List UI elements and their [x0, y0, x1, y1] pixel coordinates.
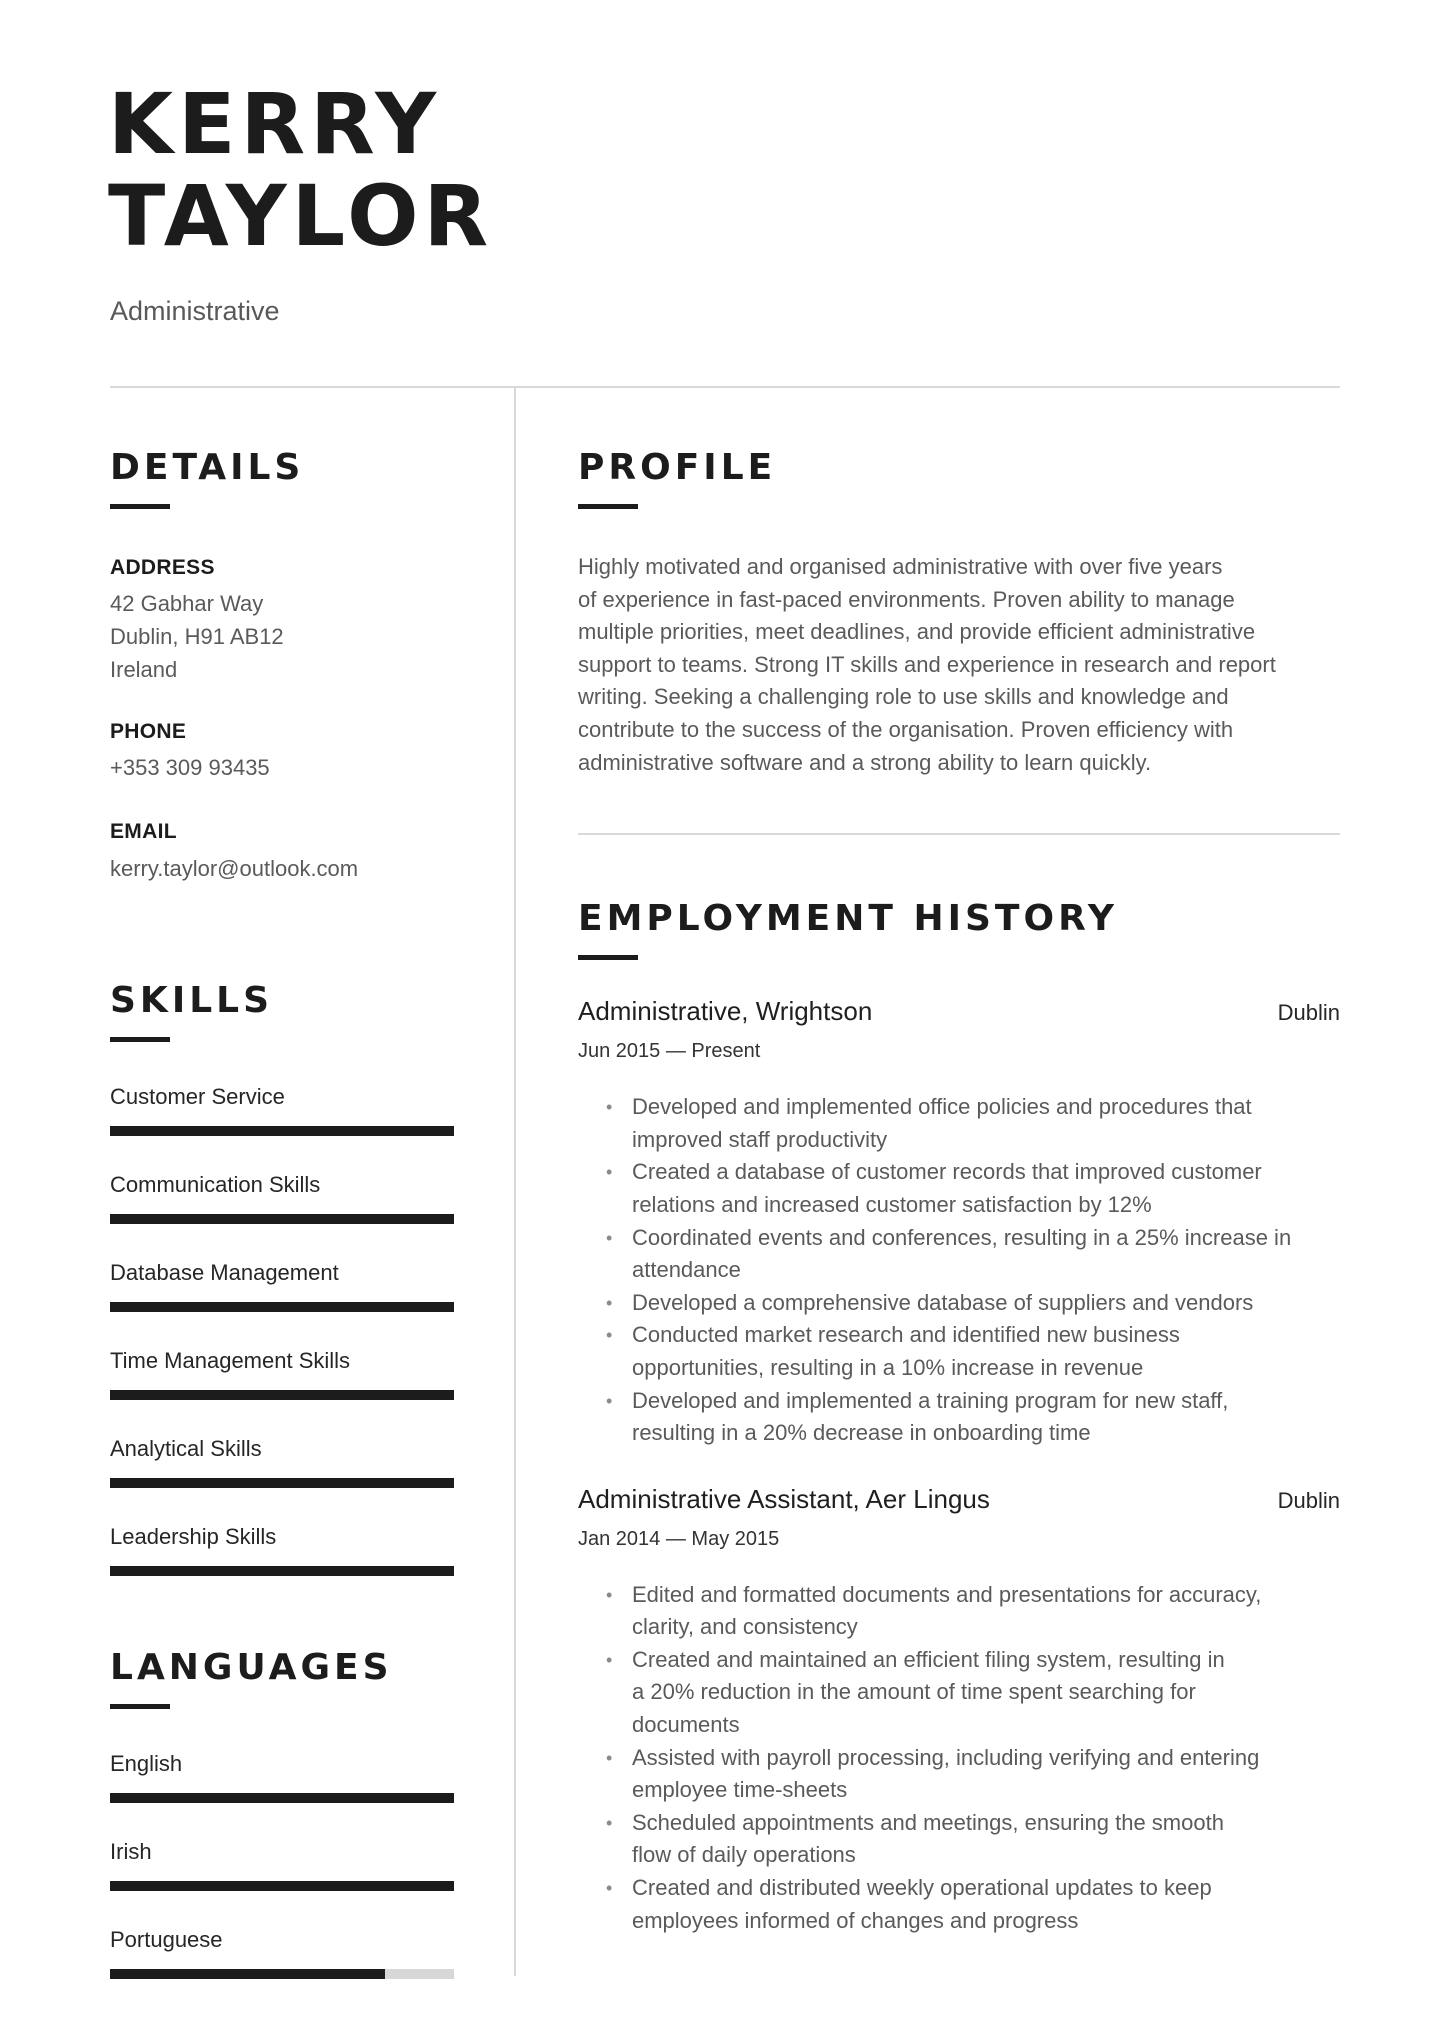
skill-label: Leadership Skills	[110, 1524, 277, 1549]
bullet-line: opportunities, resulting in a 10% increase in revenue	[632, 1354, 1144, 1380]
profile-line: multiple priorities, meet deadlines, and provide efficient administrative	[578, 619, 1256, 645]
languages-list	[110, 1749, 454, 1979]
profile-line: contribute to the success of the organisation. Proven efficiency with	[578, 716, 1234, 742]
skills-section	[110, 979, 454, 1576]
bullet-line: employee time-sheets	[632, 1777, 848, 1803]
job-title: Administrative	[110, 296, 280, 326]
languages-heading: LANGUAGES	[110, 1647, 393, 1688]
details-heading: DETAILS	[110, 447, 305, 488]
bullet-line: Developed and implemented office policies and procedures that	[632, 1094, 1252, 1120]
last-name: TAYLOR	[108, 167, 494, 265]
job-bullet	[578, 1807, 1340, 1872]
address-block	[110, 587, 454, 686]
email-label: EMAIL	[110, 820, 177, 843]
job-bullets	[578, 1091, 1340, 1450]
bullet-line: documents	[632, 1712, 740, 1738]
address-line: 42 Gabhar Way	[110, 591, 264, 616]
skill-level-fill	[110, 1390, 454, 1400]
skill-level-bar	[110, 1214, 454, 1224]
bullet-line: a 20% reduction in the amount of time spent searching for	[632, 1679, 1196, 1705]
address-line: Dublin, H91 AB12	[110, 624, 284, 649]
profile-line: administrative software and a strong ability to learn quickly.	[578, 749, 1152, 775]
job-bullet	[578, 1579, 1340, 1644]
profile-text	[578, 551, 1340, 779]
job-bullet	[578, 1319, 1340, 1384]
skill-level-fill	[110, 1302, 454, 1312]
employment-heading: EMPLOYMENT HISTORY	[578, 898, 1118, 940]
bullet-line: Created and maintained an efficient filing system, resulting in	[632, 1646, 1225, 1672]
column-divider	[514, 388, 516, 1976]
profile-heading: PROFILE	[578, 447, 777, 488]
phone-label: PHONE	[110, 720, 187, 743]
language-label: Irish	[110, 1839, 152, 1864]
bullet-line: Created and distributed weekly operational updates to keep	[632, 1875, 1212, 1901]
bullet-line: resulting in a 20% decrease in onboarding time	[632, 1420, 1091, 1446]
job-title: Administrative Assistant, Aer Lingus	[578, 1483, 990, 1514]
bullet-line: relations and increased customer satisfaction by 12%	[632, 1191, 1152, 1217]
address-label: ADDRESS	[110, 556, 215, 579]
details-section	[110, 446, 454, 885]
bullet-icon: •	[606, 1878, 613, 1899]
job-entry	[578, 1484, 1340, 1938]
job-dates: Jan 2014 — May 2015	[578, 1527, 780, 1550]
jobs-list	[578, 996, 1340, 1937]
bullet-line: improved staff productivity	[632, 1126, 888, 1152]
bullet-line: attendance	[632, 1257, 741, 1283]
skill-level-bar	[110, 1390, 454, 1400]
bullet-line: Developed a comprehensive database of suppliers and vendors	[632, 1289, 1254, 1315]
phone-value: +353 309 93435	[110, 755, 270, 780]
job-bullet	[578, 1872, 1340, 1937]
skill-item	[110, 1082, 454, 1136]
address-line: Ireland	[110, 657, 178, 682]
skill-level-bar	[110, 1478, 454, 1488]
skill-level-bar	[110, 1566, 454, 1576]
employment-underline	[578, 955, 638, 960]
profile-line: of experience in fast-paced environments. Proven ability to manage	[578, 586, 1235, 612]
job-bullet	[578, 1742, 1340, 1807]
skill-label: Analytical Skills	[110, 1436, 262, 1461]
bullet-line: clarity, and consistency	[632, 1614, 858, 1640]
bullet-line: Coordinated events and conferences, resulting in a 25% increase in	[632, 1224, 1292, 1250]
job-entry	[578, 996, 1340, 1450]
skill-item	[110, 1434, 454, 1488]
profile-line: Highly motivated and organised administrative with over five years	[578, 554, 1223, 579]
left-column	[110, 388, 454, 1979]
skill-label: Database Management	[110, 1260, 339, 1285]
first-name: KERRY	[108, 75, 442, 173]
employment-section	[578, 897, 1340, 1937]
skill-level-bar	[110, 1302, 454, 1312]
skill-level-fill	[110, 1126, 454, 1136]
bullet-line: flow of daily operations	[632, 1842, 856, 1868]
language-item	[110, 1925, 454, 1979]
skills-heading: SKILLS	[110, 980, 274, 1021]
profile-section	[578, 446, 1340, 779]
language-item	[110, 1749, 454, 1803]
skill-item	[110, 1346, 454, 1400]
language-level-fill	[110, 1969, 385, 1979]
skill-label: Time Management Skills	[110, 1348, 351, 1373]
job-bullet	[578, 1644, 1340, 1742]
job-bullet	[578, 1156, 1340, 1221]
job-title: Administrative, Wrightson	[578, 996, 873, 1027]
language-item	[110, 1837, 454, 1891]
bullet-icon: •	[606, 1162, 613, 1183]
right-column	[578, 388, 1340, 1937]
job-bullets	[578, 1579, 1340, 1938]
skills-list	[110, 1082, 454, 1576]
skill-item	[110, 1170, 454, 1224]
language-label: Portuguese	[110, 1927, 223, 1952]
profile-underline	[578, 504, 638, 509]
job-city: Dublin	[1277, 1487, 1340, 1513]
bullet-icon: •	[606, 1584, 613, 1605]
bullet-icon: •	[606, 1747, 613, 1768]
job-header	[578, 1484, 1340, 1515]
skill-level-fill	[110, 1478, 454, 1488]
bullet-icon: •	[606, 1649, 613, 1670]
skill-level-fill	[110, 1214, 454, 1224]
language-level-fill	[110, 1881, 454, 1891]
bullet-icon: •	[606, 1390, 613, 1411]
bullet-icon: •	[606, 1227, 613, 1248]
language-level-fill	[110, 1793, 454, 1803]
bullet-icon: •	[606, 1292, 613, 1313]
profile-divider	[578, 833, 1340, 835]
bullet-line: Created a database of customer records that improved customer	[632, 1159, 1262, 1185]
job-header	[578, 996, 1340, 1027]
job-city: Dublin	[1277, 1000, 1340, 1026]
job-bullet	[578, 1091, 1340, 1156]
bullet-line: employees informed of changes and progress	[632, 1907, 1079, 1933]
details-underline	[110, 504, 170, 509]
job-bullet	[578, 1385, 1340, 1450]
skill-item	[110, 1258, 454, 1312]
skill-item	[110, 1522, 454, 1576]
candidate-name	[108, 75, 494, 265]
bullet-line: Assisted with payroll processing, including verifying and entering	[632, 1744, 1260, 1770]
bullet-line: Edited and formatted documents and presentations for accuracy,	[632, 1581, 1262, 1607]
bullet-line: Scheduled appointments and meetings, ensuring the smooth	[632, 1809, 1224, 1835]
skill-label: Customer Service	[110, 1084, 285, 1109]
bullet-line: Conducted market research and identified new business	[632, 1322, 1180, 1348]
language-label: English	[110, 1751, 183, 1776]
languages-underline	[110, 1704, 170, 1709]
skill-label: Communication Skills	[110, 1172, 321, 1197]
languages-section	[110, 1646, 454, 1979]
bullet-line: Developed and implemented a training program for new staff,	[632, 1387, 1229, 1413]
skill-level-bar	[110, 1126, 454, 1136]
job-bullet	[578, 1222, 1340, 1287]
job-bullet	[578, 1287, 1340, 1320]
profile-line: writing. Seeking a challenging role to use skills and knowledge and	[578, 684, 1229, 710]
bullet-icon: •	[606, 1812, 613, 1833]
language-level-bar	[110, 1881, 454, 1891]
language-level-bar	[110, 1969, 454, 1979]
language-level-bar	[110, 1793, 454, 1803]
skills-underline	[110, 1037, 170, 1042]
job-dates: Jun 2015 — Present	[578, 1040, 761, 1063]
bullet-icon: •	[606, 1325, 613, 1346]
profile-line: support to teams. Strong IT skills and experience in research and report	[578, 651, 1276, 677]
skill-level-fill	[110, 1566, 454, 1576]
bullet-icon: •	[606, 1097, 613, 1118]
email-value[interactable]: kerry.taylor@outlook.com	[110, 856, 359, 881]
